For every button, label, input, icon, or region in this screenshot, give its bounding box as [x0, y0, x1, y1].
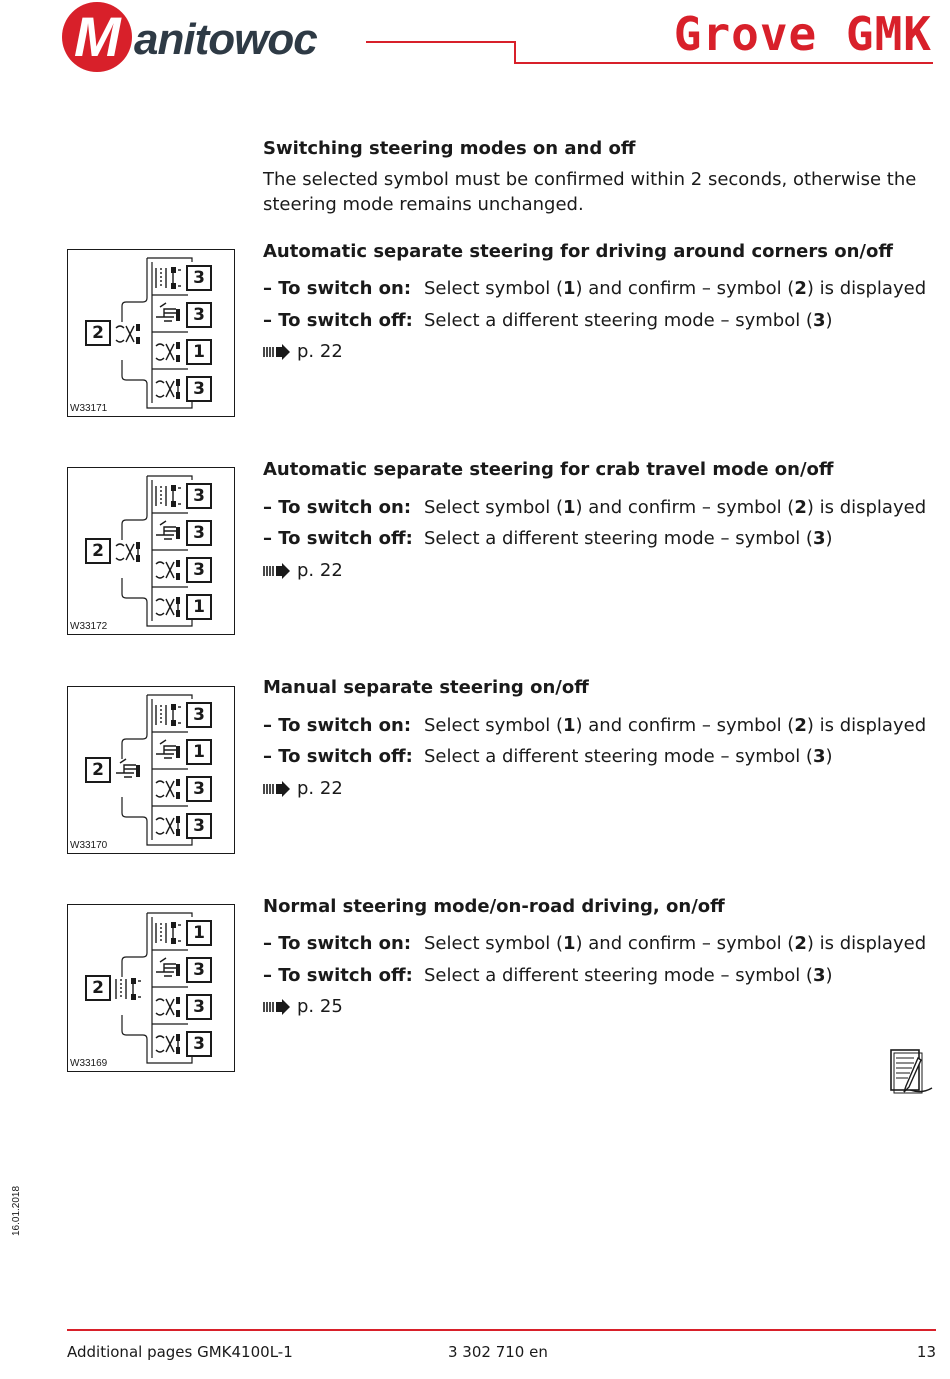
section-4-switch-off: [263, 964, 833, 988]
main-symbol-box: 2: [85, 320, 111, 346]
switch-on-text: ) is displayed: [806, 715, 927, 736]
switch-on-text: Select symbol (: [424, 715, 563, 736]
switch-off-text: Select a different steering mode – symbol (: [424, 528, 813, 549]
switch-on-text: Select symbol (: [424, 278, 563, 299]
section-1-switch-on: [263, 277, 926, 301]
switch-on-text: ) is displayed: [806, 933, 927, 954]
switch-off-text: Select a different steering mode – symbol (: [424, 965, 813, 986]
section-4-page-ref[interactable]: [263, 995, 343, 1019]
crab-steering-icon: [156, 816, 180, 836]
option-symbol-box: 3: [186, 776, 212, 802]
section-3-switch-on: [263, 714, 926, 738]
option-symbol-box: 3: [186, 557, 212, 583]
switch-on-text: ) and confirm – symbol (: [575, 497, 795, 518]
section-1-page-ref[interactable]: [263, 340, 343, 364]
selector-bracket-top: [147, 476, 192, 480]
section-1-heading: Automatic separate steering for driving around corners on/off: [263, 241, 893, 262]
symbol-ref: 3: [812, 310, 826, 331]
reference-arrow-icon: [263, 999, 291, 1015]
symbol-ref: 2: [794, 933, 807, 954]
reference-arrow-icon: [263, 563, 291, 579]
section-3-switch-off: [263, 745, 833, 769]
switch-on-text: ) is displayed: [806, 497, 927, 518]
hand-steering-icon: [156, 740, 180, 758]
page-ref-text[interactable]: p. 22: [297, 778, 343, 799]
selector-bracket: [122, 476, 192, 626]
switch-on-text: Select symbol (: [424, 497, 563, 518]
section-2-switch-on: [263, 496, 926, 520]
hand-steering-icon: [156, 958, 180, 976]
section-2-switch-off: [263, 527, 833, 551]
footer-document-number: 3 302 710 en: [448, 1343, 548, 1361]
switch-off-text: Select a different steering mode – symbol (: [424, 746, 813, 767]
logo-wordmark: anitowoc: [134, 15, 317, 64]
switch-on-text: ) is displayed: [806, 278, 927, 299]
option-symbol-box: 3: [186, 957, 212, 983]
switch-off-text: Select a different steering mode – symbol (: [424, 310, 813, 331]
hand-steering-icon: [116, 759, 140, 777]
intro-heading: Switching steering modes on and off: [263, 138, 636, 159]
intro-text: The selected symbol must be confirmed within 2 seconds, otherwise the steering mode remains unchanged.: [263, 169, 917, 215]
reference-arrow-icon: [263, 781, 291, 797]
road-steering-icon: [156, 922, 181, 944]
side-date: 16.01.2018: [11, 1185, 22, 1236]
crab-steering-icon: [116, 542, 140, 562]
manitowoc-logo: [62, 2, 362, 76]
switch-on-text: ) and confirm – symbol (: [575, 278, 795, 299]
selector-bracket: [122, 258, 192, 408]
section-2-heading: Automatic separate steering for crab travel mode on/off: [263, 459, 834, 480]
option-symbol-box: 1: [186, 739, 212, 765]
main-symbol-box: 2: [85, 757, 111, 783]
footer-document-title: Additional pages GMK4100L-1: [67, 1343, 293, 1361]
hand-steering-icon: [156, 521, 180, 539]
option-symbol-box: 3: [186, 302, 212, 328]
figure-code: W33169: [70, 1058, 108, 1069]
main-symbol-box: 2: [85, 538, 111, 564]
option-symbol-box: 1: [186, 339, 212, 365]
notes-icon: [888, 1048, 936, 1096]
symbol-ref: 2: [794, 715, 807, 736]
symbol-ref: 2: [794, 497, 807, 518]
switch-off-label: – To switch off:: [263, 965, 413, 986]
option-symbol-box: 3: [186, 702, 212, 728]
footer-rule: [67, 1329, 936, 1331]
switch-off-text: ): [825, 746, 833, 767]
corner-steering-icon: [156, 560, 180, 580]
page-ref-text[interactable]: p. 22: [297, 341, 343, 362]
figure-normal-steering: [67, 904, 235, 1072]
brand-title: Grove GMK: [673, 7, 932, 61]
corner-steering-icon: [156, 997, 180, 1017]
switch-off-text: ): [825, 310, 833, 331]
figure-code: W33172: [70, 621, 108, 632]
corner-steering-icon: [116, 324, 140, 344]
switch-on-label: – To switch on:: [263, 497, 412, 518]
page-ref-text[interactable]: p. 22: [297, 560, 343, 581]
symbol-ref: 1: [563, 278, 576, 299]
symbol-ref: 3: [812, 965, 826, 986]
figure-manual-steering: [67, 686, 235, 854]
switch-on-text: ) and confirm – symbol (: [575, 933, 795, 954]
option-symbol-box: 3: [186, 483, 212, 509]
corner-steering-icon: [156, 342, 180, 362]
symbol-ref: 2: [794, 278, 807, 299]
road-steering-icon: [156, 485, 181, 507]
header-rule: [366, 41, 515, 43]
section-2-page-ref[interactable]: [263, 559, 343, 583]
switch-on-label: – To switch on:: [263, 715, 412, 736]
selector-bracket-top: [147, 695, 192, 699]
symbol-ref: 1: [563, 933, 576, 954]
switch-off-label: – To switch off:: [263, 746, 413, 767]
option-symbol-box: 1: [186, 920, 212, 946]
switch-off-text: ): [825, 965, 833, 986]
option-symbol-box: 3: [186, 520, 212, 546]
section-1-switch-off: [263, 309, 833, 333]
footer-page-number: 13: [916, 1343, 936, 1361]
switch-on-text: Select symbol (: [424, 933, 563, 954]
figure-code: W33171: [70, 403, 108, 414]
road-steering-icon: [116, 978, 141, 1000]
option-symbol-box: 3: [186, 994, 212, 1020]
section-3-page-ref[interactable]: [263, 777, 343, 801]
road-steering-icon: [156, 704, 181, 726]
crab-steering-icon: [156, 597, 180, 617]
symbol-ref: 1: [563, 497, 576, 518]
selector-bracket-top: [147, 258, 192, 262]
switch-off-label: – To switch off:: [263, 310, 413, 331]
option-symbol-box: 3: [186, 813, 212, 839]
section-3-heading: Manual separate steering on/off: [263, 677, 589, 698]
symbol-ref: 1: [563, 715, 576, 736]
switch-on-label: – To switch on:: [263, 933, 412, 954]
selector-bracket-top: [147, 913, 192, 917]
switch-off-label: – To switch off:: [263, 528, 413, 549]
corner-steering-icon: [156, 779, 180, 799]
switch-off-text: ): [825, 528, 833, 549]
crab-steering-icon: [156, 379, 180, 399]
switch-on-text: ) and confirm – symbol (: [575, 715, 795, 736]
selector-bracket: [122, 695, 192, 845]
crab-steering-icon: [156, 1034, 180, 1054]
figure-corner-steering: [67, 249, 235, 417]
header-rule-right: [514, 62, 933, 64]
option-symbol-box: 3: [186, 265, 212, 291]
section-4-switch-on: [263, 932, 926, 956]
symbol-ref: 3: [812, 528, 826, 549]
section-4-heading: Normal steering mode/on-road driving, on/off: [263, 896, 725, 917]
logo-letter: M: [74, 5, 119, 68]
road-steering-icon: [156, 267, 181, 289]
figure-code: W33170: [70, 840, 108, 851]
option-symbol-box: 3: [186, 1031, 212, 1057]
page-ref-text[interactable]: p. 25: [297, 996, 343, 1017]
hand-steering-icon: [156, 303, 180, 321]
header-rule-step: [514, 41, 516, 64]
figure-crab-steering: [67, 467, 235, 635]
symbol-ref: 3: [812, 746, 826, 767]
option-symbol-box: 3: [186, 376, 212, 402]
option-symbol-box: 1: [186, 594, 212, 620]
switch-on-label: – To switch on:: [263, 278, 412, 299]
reference-arrow-icon: [263, 344, 291, 360]
main-symbol-box: 2: [85, 975, 111, 1001]
